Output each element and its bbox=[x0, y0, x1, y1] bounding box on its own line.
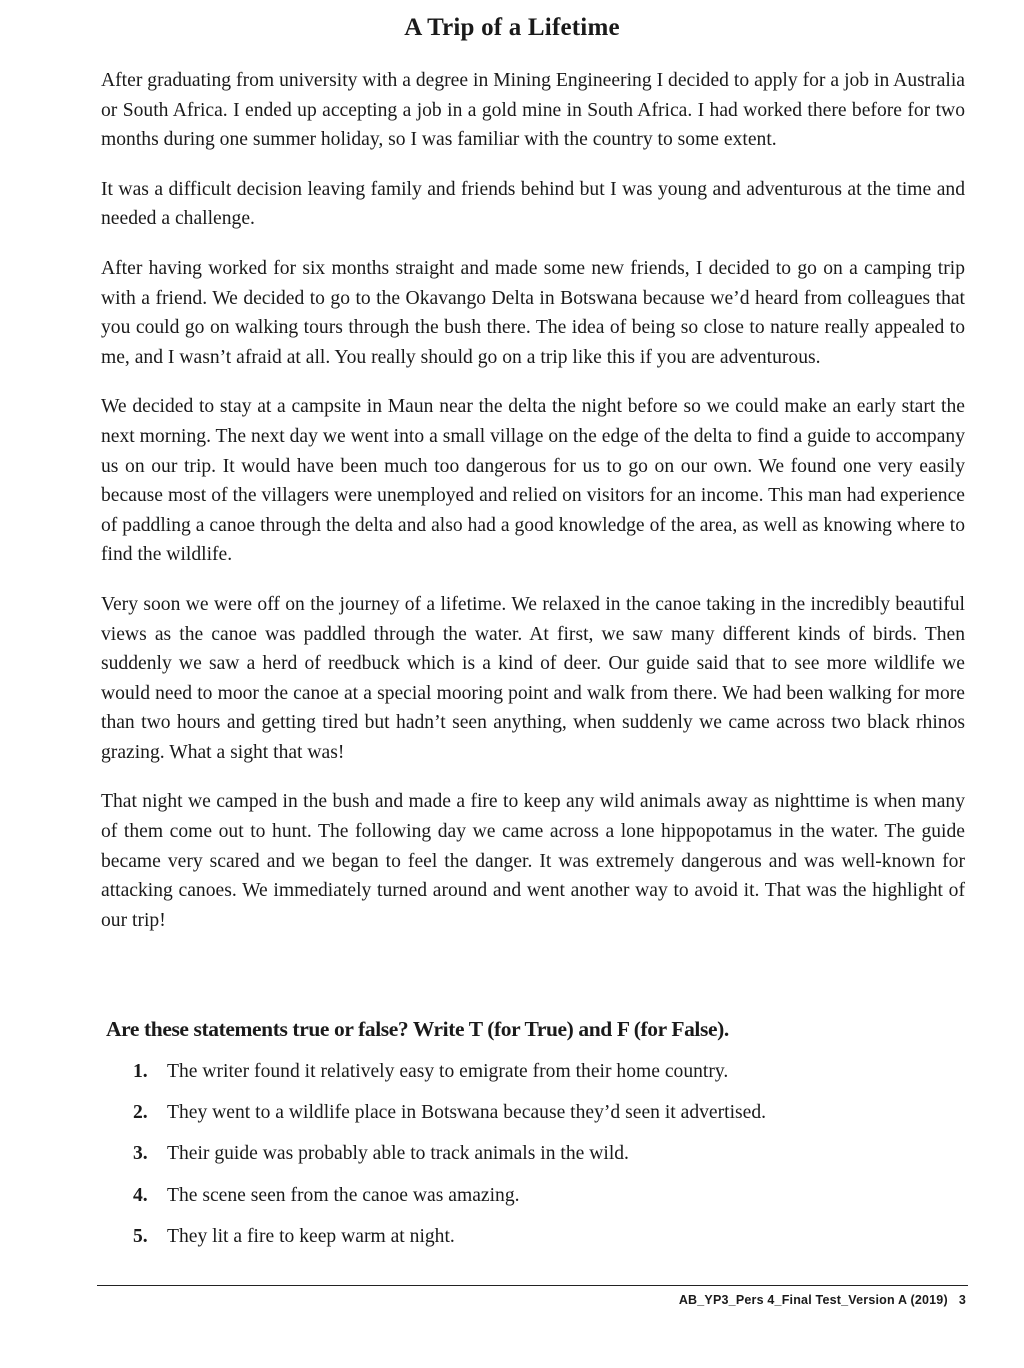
page-footer bbox=[679, 1293, 966, 1307]
question-item bbox=[133, 1223, 966, 1251]
question-item bbox=[133, 1182, 966, 1210]
questions-instruction: Are these statements true or false? Write T (for True) and F (for False). bbox=[106, 1017, 729, 1041]
question-text: The writer found it relatively easy to emigrate from their home country. bbox=[167, 1061, 729, 1082]
question-number: 1. bbox=[133, 1061, 148, 1082]
question-number: 3. bbox=[133, 1143, 148, 1165]
question-text: The scene seen from the canoe was amazing. bbox=[167, 1184, 520, 1206]
question-number: 2. bbox=[133, 1102, 148, 1124]
questions-list bbox=[106, 1058, 966, 1251]
question-number: 5. bbox=[133, 1225, 148, 1247]
question-item bbox=[133, 1140, 966, 1168]
question-item bbox=[133, 1058, 966, 1086]
story-paragraph: After graduating from university with a degree in Mining Engineering I decided to apply for a job in Australia or South Africa. I ended up accepting a job in a gold mine in South Africa. I had worked there before for two months during one summer holiday, so I was familiar with the country to some extent. bbox=[101, 70, 965, 151]
story-paragraph: After having worked for six months straight and made some new friends, I decided to go on a camping trip with a friend. We decided to go to the Okavango Delta in Botswana because we’d heard from colleagues that you could go on walking tours through the bush there. The idea of being so close to nature really appealed to me, and I wasn’t afraid at all. You really should go on a trip like this if you are adventurous. bbox=[101, 257, 965, 368]
questions-section bbox=[106, 1014, 966, 1264]
question-text: They lit a fire to keep warm at night. bbox=[167, 1225, 455, 1247]
page-number: 3 bbox=[958, 1293, 966, 1307]
question-text: They went to a wildlife place in Botswana because they’d seen it advertised. bbox=[167, 1102, 767, 1124]
question-item bbox=[133, 1099, 966, 1127]
story-paragraph: It was a difficult decision leaving family and friends behind but I was young and adventurous at the time and needed a challenge. bbox=[101, 178, 965, 230]
footer-divider bbox=[97, 1285, 968, 1286]
story-paragraph: Very soon we were off on the journey of a lifetime. We relaxed in the canoe taking in the incredibly beautiful views as the canoe was paddled through the water. At first, we saw many different kinds of birds. Then suddenly we saw a herd of reedbuck which is a kind of deer. Our guide said that to see more wildlife we would need to moor the canoe at a special mooring point and walk from there. We had been walking for more than two hours and getting tired but hadn’t seen anything, when suddenly we came across two black rhinos grazing. What a sight that was! bbox=[101, 593, 965, 763]
story-paragraph: That night we camped in the bush and made a fire to keep any wild animals away as nighttime is when many of them come out to hunt. The following day we came across a lone hippopotamus in the water. The guide became very scared and we began to feel the danger. It was extremely dangerous and was well-known for attacking canoes. We immediately turned around and went another way to avoid it. That was the highlight of our trip! bbox=[101, 791, 965, 931]
story-text bbox=[101, 66, 965, 955]
story-paragraph: We decided to stay at a campsite in Maun near the delta the night before so we could make an early start the next morning. The next day we went into a small village on the edge of the delta to find a guide to accompany us on our trip. It would have been much too dangerous for us to go on our own. We found one very easily because most of the villagers were unemployed and relied on visitors for an income. This man had experience of paddling a canoe through the delta and also had a good knowledge of the area, as well as knowing where to find the wildlife. bbox=[101, 396, 965, 566]
footer-label: AB_YP3_Pers 4_Final Test_Version A (2019) bbox=[678, 1293, 948, 1307]
page-title: A Trip of a Lifetime bbox=[404, 14, 620, 41]
question-number: 4. bbox=[133, 1184, 148, 1206]
question-text: Their guide was probably able to track animals in the wild. bbox=[167, 1143, 629, 1165]
